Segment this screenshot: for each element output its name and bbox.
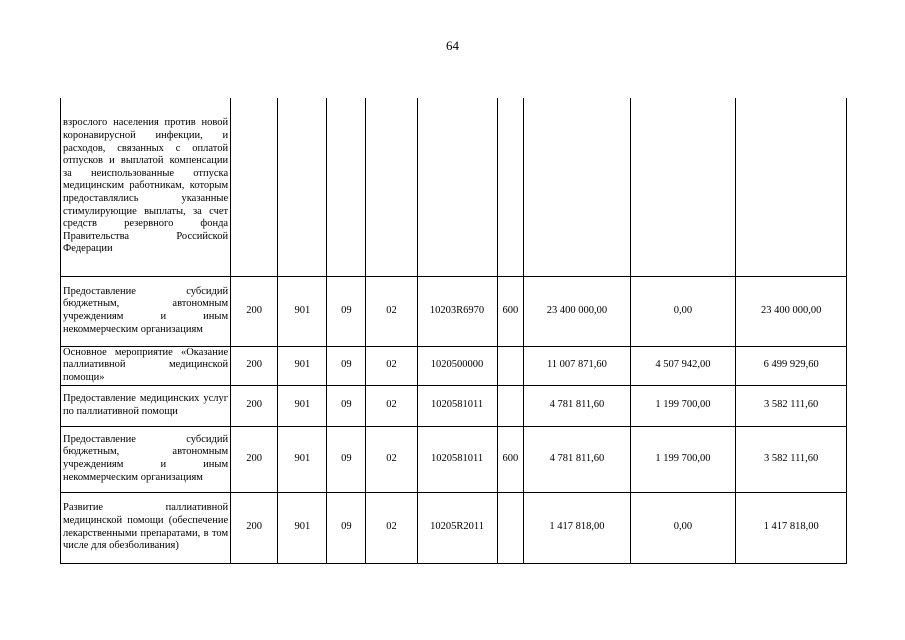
row-description [61,426,231,492]
row-description [61,346,231,385]
row-description [61,385,231,426]
description-line: выплаты, за счет средств [63,205,229,230]
description-line: медицинским работникам, [63,180,185,192]
subsection-code-cell [327,98,366,276]
total-amount-cell: 11 007 871,60 [524,346,631,385]
description-line: обезболивания) [109,540,179,552]
row-description [61,276,231,346]
description-line: новой коронавирусной [63,117,229,142]
description-line: учреждениям и иным [63,459,229,470]
total-amount-cell: 4 781 811,60 [524,385,631,426]
regional-amount-cell: 3 582 111,60 [736,385,847,426]
vr-code-cell: 600 [497,426,524,492]
table-row [61,426,847,492]
description-line: медицинской помощи» [63,359,229,383]
federal-amount-cell: 1 199 700,00 [630,426,736,492]
vr-code-cell [497,346,524,385]
description-line: которым предоставлялись [63,180,229,205]
description-line: помощи [141,405,178,417]
vr-code-cell: 600 [497,276,524,346]
section-code-cell [278,98,327,276]
description-line: некоммерческим [63,323,139,335]
description-line: Развитие паллиативной [63,502,229,514]
description-line: и выплатой компенсации за [63,155,229,179]
subsection-code-cell: 09 [327,492,366,563]
total-amount-cell [524,98,631,276]
description-line: услуг по паллиативной [63,392,229,417]
federal-amount-cell: 1 199 700,00 [630,385,736,426]
description-line: резервного фонда [124,218,229,230]
regional-amount-cell: 1 417 818,00 [736,492,847,563]
csr-code-cell: 10203R6970 [417,276,497,346]
federal-amount-cell: 4 507 942,00 [630,346,736,385]
federal-amount-cell [630,98,736,276]
target-code-cell: 02 [366,426,417,492]
description-line: препаратами, в том числе для [63,527,229,552]
ministry-code-cell: 200 [231,385,278,426]
target-code-cell: 02 [366,346,417,385]
description-line: Предоставление субсидий [63,433,229,445]
subsection-code-cell: 09 [327,346,366,385]
description-line: некоммерческим [63,471,139,483]
regional-amount-cell: 6 499 929,60 [736,346,847,385]
subsection-code-cell: 09 [327,385,366,426]
csr-code-cell: 1020581011 [417,426,497,492]
ministry-code-cell [231,98,278,276]
description-line: (обеспечение лекарственными [63,514,229,539]
vr-code-cell [497,98,524,276]
description-line: организациям [140,323,203,335]
page-number: 64 [446,38,459,53]
section-code-cell: 901 [278,492,327,563]
total-amount-cell: 23 400 000,00 [524,276,631,346]
federal-amount-cell: 0,00 [630,276,736,346]
description-line: взрослого населения против [63,117,196,129]
description-line: Правительства Российской [63,230,229,242]
table-row [61,346,847,385]
description-line: Основное мероприятие [63,346,173,358]
table-row [61,98,847,276]
csr-code-cell: 1020581011 [417,385,497,426]
csr-code-cell [417,98,497,276]
regional-amount-cell [736,98,847,276]
table-row [61,276,847,346]
target-code-cell: 02 [366,492,417,563]
vr-code-cell [497,385,524,426]
description-line: учреждениям и иным [63,311,229,322]
description-line: связанных с оплатой отпусков [63,142,229,167]
federal-amount-cell: 0,00 [630,492,736,563]
description-line: организациям [140,471,203,483]
total-amount-cell: 1 417 818,00 [524,492,631,563]
regional-amount-cell: 23 400 000,00 [736,276,847,346]
description-line: инфекции, и расходов, [63,130,229,154]
vr-code-cell [497,492,524,563]
target-code-cell [366,98,417,276]
description-line: медицинской помощи [63,514,164,526]
description-line: указанные стимулирующие [63,193,229,217]
csr-code-cell: 1020500000 [417,346,497,385]
section-code-cell: 901 [278,426,327,492]
description-line: Предоставление медицинских [63,392,200,404]
ministry-code-cell: 200 [231,426,278,492]
description-line: бюджетным, автономным [63,298,229,310]
section-code-cell: 901 [278,385,327,426]
description-line: Федерации [63,243,113,255]
section-code-cell: 901 [278,346,327,385]
description-line: Предоставление субсидий [63,285,229,297]
target-code-cell: 02 [366,276,417,346]
subsection-code-cell: 09 [327,276,366,346]
subsection-code-cell: 09 [327,426,366,492]
table-row [61,385,847,426]
ministry-code-cell: 200 [231,346,278,385]
description-line: «Оказание паллиативной [63,346,229,371]
budget-table [60,98,847,564]
section-code-cell: 901 [278,276,327,346]
target-code-cell: 02 [366,385,417,426]
table-row [61,492,847,563]
total-amount-cell: 4 781 811,60 [524,426,631,492]
ministry-code-cell: 200 [231,492,278,563]
regional-amount-cell: 3 582 111,60 [736,426,847,492]
row-description [61,492,231,563]
row-description [61,98,231,276]
csr-code-cell: 10205R2011 [417,492,497,563]
ministry-code-cell: 200 [231,276,278,346]
description-line: неиспользованные отпуска [91,167,229,179]
description-line: бюджетным, автономным [63,446,229,458]
